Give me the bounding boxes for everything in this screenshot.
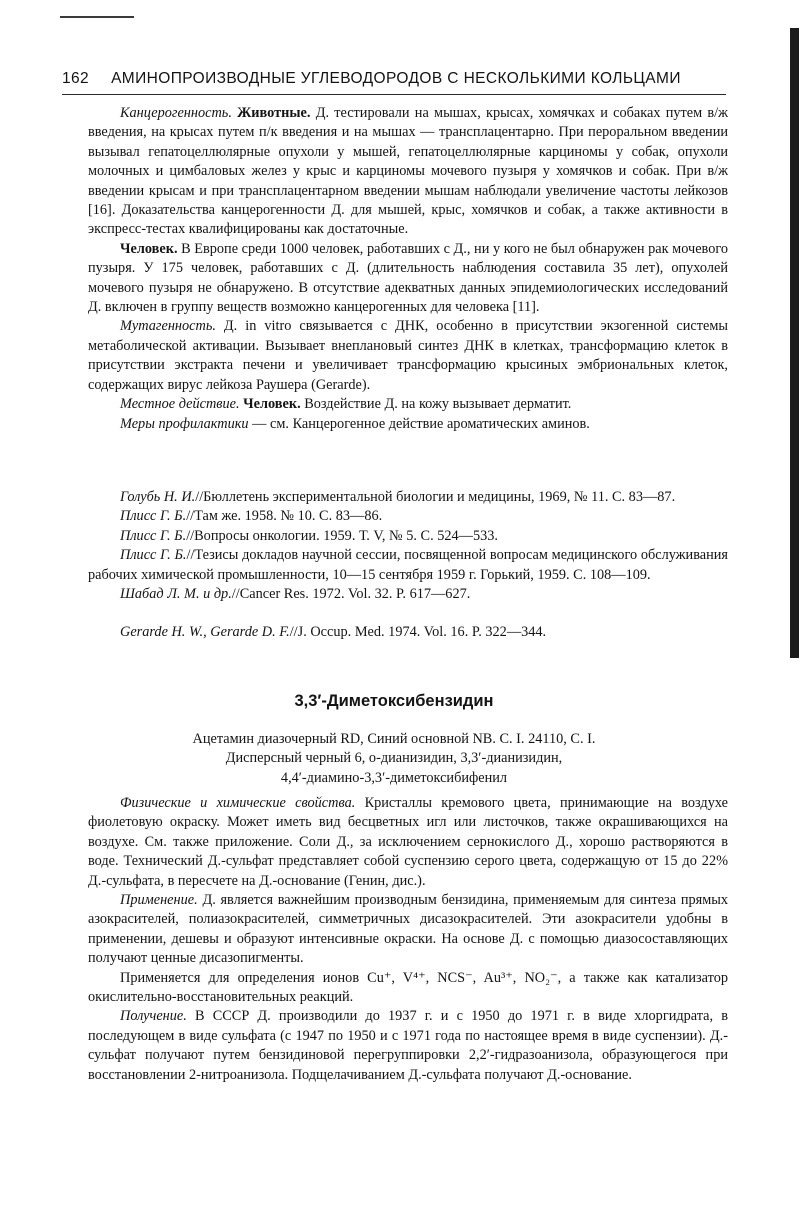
text-application: Д. является важнейшим производным бензидина, применяемым для синтеза прямых азокрасителей, полиазокрасителей, симметричных дисазокрасителей. Эти азокрасители удобны в применении, дешевы и образуют интенсивные окраски. На основе Д. с помощью диазосоставляющих получают ценные дисазопигменты.	[88, 892, 728, 967]
section-carcinogenicity	[88, 104, 728, 434]
reference-item	[88, 488, 728, 507]
text-carcinogenicity: Д. тестировали на мышах, крысах, хомячках и собаках путем в/ж введения, на крысах путем п/к введения и на мышах — трансплацентарно. При пероральном введении вызывал гепатоцеллюлярные опухоли у мышей, гепатоцеллюлярные карциномы у собак, опухоли молочных и цимбаловых желез у крыс и карциномы мочевого пузыря у хомячков и собак. При в/ж введении крысам и при трансплацентарном введении мышам наблюдали увеличение частоты лейкозов [16]. Доказательства канцерогенности Д. для мышей, крыс, хомячков и собак, а также активности в экспресс-тестах квалифицированы как достаточные.	[88, 105, 729, 238]
section-properties	[88, 794, 728, 1085]
label-application: Применение.	[120, 892, 198, 909]
reference-item	[88, 507, 728, 526]
compound-title: 3,3′-Диметоксибензидин	[294, 692, 494, 710]
label-carcinogenicity: Канцерогенность.	[120, 105, 232, 121]
reference-text: //Там же. 1958. № 10. С. 83—86.	[186, 508, 383, 525]
text-properties: Кристаллы кремового цвета, принимающие на воздухе фиолетовую окраску. Может иметь вид бесцветных игл или листочков, также окрашивающихся на воздухе. См. также приложение. Соли Д., за исключением сернокислого Д., хорошо растворяются в воде. Технический Д.-сульфат представляет собой суспензию серого цвета, содержащую от 15 до 22% Д.-сульфата, в пересчете на Д.-основание (Генин, дис.).	[88, 795, 728, 889]
page-header	[62, 70, 726, 88]
label-properties: Физические и химические свойства.	[120, 795, 356, 811]
reference-text: //J. Occup. Med. 1974. Vol. 16. P. 322—344.	[289, 624, 547, 641]
paragraph-local-action	[88, 395, 728, 414]
header-rule	[62, 94, 726, 95]
text-production: В СССР Д. производили до 1937 г. и с 1950 до 1971 г. в виде хлоргидрата, в последующем в виде сульфата (с 1947 по 1950 и с 1971 года по настоящее время в виде суспензии). Д.-сульфат получают путем бензидиновой перегруппировки 2,2′-гидразоанизола, образующегося при восстановлении 2-нитроанизола. Подщелачиванием Д.-сульфата получают Д.-основание.	[88, 1008, 728, 1083]
sub-human: Человек.	[120, 240, 178, 257]
text-human: В Европе среди 1000 человек, работавших с Д., ни у кого не был обнаружен рак мочевого пузыря. У 175 человек, работавших с Д. (длительность наблюдения составила 35 лет), опухолей мочевого пузыря не обнаружено. В отсутствие адекватных данных эпидемиологических исследований Д. включен в группу веществ возможно канцерогенных для человека [11].	[88, 240, 728, 316]
reference-text: //Cancer Res. 1972. Vol. 32. P. 617—627.	[231, 586, 471, 603]
paragraph-properties	[88, 794, 728, 891]
reference-author: Голубь Н. И.	[120, 489, 196, 505]
page-number: 162	[62, 70, 90, 87]
text-local-action: Воздействие Д. на кожу вызывает дерматит.	[304, 396, 572, 413]
reference-text: //Тезисы докладов научной сессии, посвященной вопросам медицинского обслуживания рабочих химической промышленности, 10—15 сентября 1959 г. Горький, 1959. С. 108—109.	[88, 547, 728, 583]
reference-item	[88, 527, 728, 546]
label-local-action: Местное действие.	[120, 396, 240, 413]
synonym-line: Дисперсный черный 6, о-дианизидин, 3,3′-дианизидин,	[225, 750, 563, 767]
text-ions: Применяется для определения ионов Cu⁺, V⁴⁺, NCS⁻, Au³⁺, NO₂⁻, а также как катализатор окислительно-восстановительных реакций.	[88, 969, 728, 1006]
sub-animals: Животные.	[237, 105, 311, 121]
label-production: Получение.	[120, 1008, 187, 1025]
reference-author: Плисс Г. Б.	[120, 547, 187, 564]
reference-text: //Бюллетень экспериментальной биологии и медицины, 1969, № 11. С. 83—87.	[195, 489, 676, 505]
reference-author: Gerarde H. W., Gerarde D. F.	[120, 624, 290, 641]
text-mutagenicity: Д. in vitro связывается с ДНК, особенно в присутствии экзогенной системы метаболической активации. Вызывает внеплановый синтез ДНК в клетках, трансформацию клеток в присутствии экстракта печени и увеличивает трансформацию крысиных эмбриональных клеток, содержащих вирус лейкоза Раушера (Gerarde).	[88, 318, 728, 393]
synonym-line: 4,4′-диамино-3,3′-диметоксибифенил	[280, 769, 508, 786]
text-prevention: — см. Канцерогенное действие ароматических аминов.	[252, 415, 590, 432]
paragraph-application	[88, 891, 728, 969]
label-prevention: Меры профилактики	[120, 415, 249, 432]
compound-synonyms	[62, 730, 726, 788]
scan-edge-bar	[790, 28, 799, 658]
reference-author: Плисс Г. Б.	[120, 508, 187, 525]
references-list	[88, 488, 728, 643]
label-mutagenicity: Мутагенность.	[120, 318, 216, 335]
reference-item	[88, 546, 728, 585]
paragraph-prevention	[88, 415, 728, 434]
reference-item	[88, 585, 728, 604]
reference-author: Плисс Г. Б.	[120, 527, 187, 544]
sub-local-human: Человек.	[243, 396, 301, 413]
running-title: АМИНОПРОИЗВОДНЫЕ УГЛЕВОДОРОДОВ С НЕСКОЛЬКИМИ КОЛЬЦАМИ	[111, 70, 681, 87]
paragraph-carcinogenicity	[88, 104, 728, 240]
paragraph-production	[88, 1007, 728, 1085]
reference-text: //Вопросы онкологии. 1959. Т. V, № 5. С. 524—533.	[186, 527, 499, 544]
paragraph-human	[88, 240, 728, 318]
paragraph-ions	[88, 969, 728, 1008]
paragraph-mutagenicity	[88, 317, 728, 395]
reference-author: Шабад Л. М. и др.	[120, 586, 232, 603]
reference-item	[88, 623, 728, 642]
synonym-line: Ацетамин диазочерный RD, Синий основной NB. C. I. 24110, C. I.	[192, 731, 596, 747]
reference-gap	[88, 604, 728, 623]
scan-mark	[60, 16, 134, 18]
